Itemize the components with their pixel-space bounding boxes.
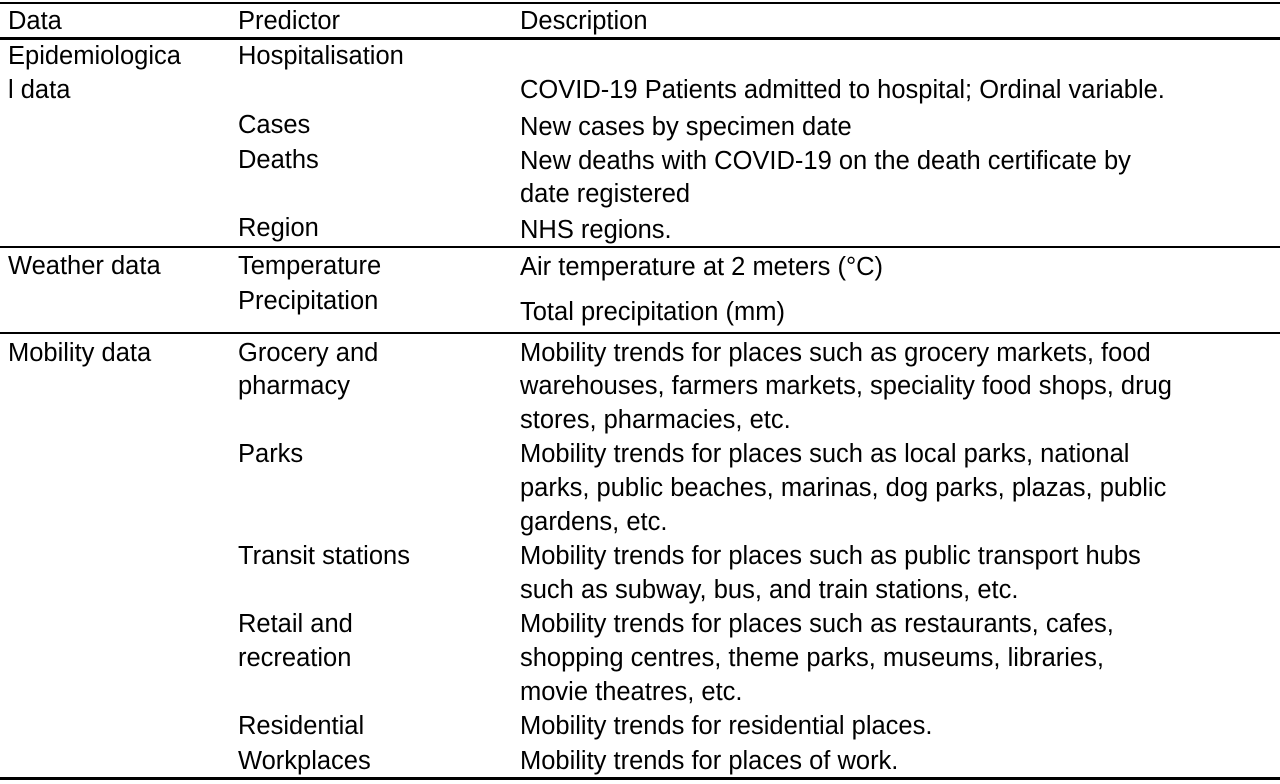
- description-parks-cont2: gardens, etc.: [520, 508, 668, 536]
- header-description: Description: [520, 7, 648, 35]
- description-cases: New cases by specimen date: [520, 113, 852, 141]
- predictor-residential: Residential: [238, 712, 365, 740]
- description-hospitalisation: COVID-19 Patients admitted to hospital; Ordinal variable.: [520, 76, 1165, 104]
- group-label-mobility: Mobility data: [8, 339, 152, 367]
- predictor-retail-cont: recreation: [238, 644, 352, 672]
- description-temperature: Air temperature at 2 meters (°C): [520, 253, 884, 281]
- predictor-parks: Parks: [238, 440, 304, 468]
- description-deaths-cont: date registered: [520, 180, 691, 208]
- description-transit: Mobility trends for places such as public transport hubs: [520, 542, 1141, 570]
- description-workplaces: Mobility trends for places of work.: [520, 747, 899, 775]
- header-data: Data: [8, 7, 62, 35]
- description-retail: Mobility trends for places such as restaurants, cafes,: [520, 610, 1114, 638]
- description-retail-cont2: movie theatres, etc.: [520, 678, 743, 706]
- predictor-grocery: Grocery and: [238, 339, 379, 367]
- group-label-epidemiological-cont: l data: [8, 76, 71, 104]
- description-region: NHS regions.: [520, 216, 672, 244]
- table-bottom-rule: [0, 777, 1280, 780]
- group-label-epidemiological: Epidemiologica: [8, 42, 181, 70]
- description-grocery: Mobility trends for places such as grocery markets, food: [520, 339, 1151, 367]
- predictor-grocery-cont: pharmacy: [238, 372, 350, 400]
- predictor-deaths: Deaths: [238, 146, 319, 174]
- predictor-region: Region: [238, 214, 319, 242]
- predictor-hospitalisation: Hospitalisation: [238, 42, 404, 70]
- group-rule-weather: [0, 246, 1280, 248]
- description-residential: Mobility trends for residential places.: [520, 712, 933, 740]
- predictor-retail: Retail and: [238, 610, 353, 638]
- description-parks-cont: parks, public beaches, marinas, dog parks, plazas, public: [520, 474, 1167, 502]
- header-predictor: Predictor: [238, 7, 341, 35]
- predictor-transit: Transit stations: [238, 542, 410, 570]
- predictor-precipitation: Precipitation: [238, 287, 379, 315]
- description-grocery-cont: warehouses, farmers markets, speciality food shops, drug: [520, 372, 1172, 400]
- description-grocery-cont2: stores, pharmacies, etc.: [520, 406, 791, 434]
- description-precipitation: Total precipitation (mm): [520, 298, 785, 326]
- header-rule: [0, 37, 1280, 40]
- group-label-weather: Weather data: [8, 252, 161, 280]
- description-deaths: New deaths with COVID-19 on the death certificate by: [520, 147, 1131, 175]
- description-retail-cont: shopping centres, theme parks, museums, libraries,: [520, 644, 1104, 672]
- predictor-workplaces: Workplaces: [238, 747, 371, 775]
- predictor-temperature: Temperature: [238, 252, 382, 280]
- predictor-cases: Cases: [238, 111, 311, 139]
- group-rule-mobility: [0, 332, 1280, 334]
- description-transit-cont: such as subway, bus, and train stations, etc.: [520, 576, 1019, 604]
- description-parks: Mobility trends for places such as local parks, national: [520, 440, 1130, 468]
